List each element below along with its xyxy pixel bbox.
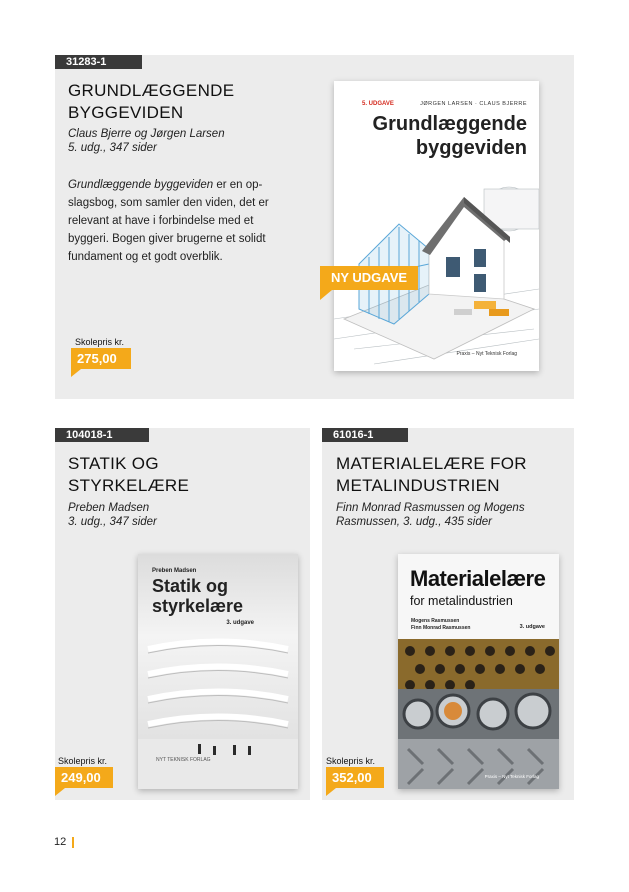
new-edition-badge: NY UDGAVE xyxy=(320,266,418,290)
book-cover-grundlaeggende-byggeviden xyxy=(334,81,539,371)
cover-title: Grundlæggende xyxy=(372,113,527,135)
cover-title: Statik og xyxy=(152,576,229,596)
product-card-grundlaeggende-byggeviden xyxy=(55,55,574,399)
price-label: Skolepris kr. xyxy=(326,756,376,766)
product-card-materialelaere xyxy=(322,428,574,800)
product-id-tag: 61016-1 xyxy=(322,428,408,442)
cover-edition: 3. udgave xyxy=(226,620,254,626)
price-badge: 275,00 xyxy=(71,348,131,369)
cover-title: byggeviden xyxy=(415,137,527,159)
product-title: GRUNDLÆGGENDE BYGGEVIDEN xyxy=(68,81,235,122)
cover-publisher: NYT TEKNISK FORLAG xyxy=(156,757,211,763)
cover-title: Materialelære xyxy=(410,566,546,591)
product-title: STATIK OG STYRKELÆRE xyxy=(68,454,190,495)
cover-publisher: Praxis – Nyt Teknisk Forlag xyxy=(484,774,539,779)
price-badge: 249,00 xyxy=(55,767,113,788)
cover-author: Preben Madsen xyxy=(152,568,197,574)
cover-authors: JØRGEN LARSEN · CLAUS BJERRE xyxy=(420,101,527,107)
product-meta: Preben Madsen 3. udg., 347 sider xyxy=(68,502,157,528)
book-cover-statik-og-styrkelaere xyxy=(138,554,298,789)
product-id-tag: 104018-1 xyxy=(55,428,149,442)
cover-authors: Mogens Rasmussen Finn Monrad Rasmussen xyxy=(411,618,471,631)
price-badge: 352,00 xyxy=(326,767,384,788)
cover-subtitle: for metalindustrien xyxy=(410,594,513,608)
price-label: Skolepris kr. xyxy=(75,337,125,347)
product-id-tag: 31283-1 xyxy=(55,55,142,69)
page-number: 12 xyxy=(54,836,67,848)
product-card-statik-og-styrkelaere xyxy=(55,428,310,800)
page-number-accent xyxy=(72,837,74,848)
cover-edition: 3. udgave xyxy=(519,624,545,630)
cover-edition: 5. UDGAVE xyxy=(362,101,394,107)
cover-title: styrkelære xyxy=(152,596,244,616)
metal-materials-illustration xyxy=(398,639,559,789)
product-meta: Claus Bjerre og Jørgen Larsen 5. udg., 347 sider xyxy=(68,128,225,154)
product-meta: Finn Monrad Rasmussen og Mogens Rasmussen, 3. udg., 435 sider xyxy=(336,502,525,528)
product-title: MATERIALELÆRE FOR METALINDUSTRIEN xyxy=(336,454,527,495)
price-label: Skolepris kr. xyxy=(58,756,108,766)
cover-publisher: Praxis – Nyt Teknisk Forlag xyxy=(456,351,517,357)
book-cover-materialelaere xyxy=(398,554,559,789)
product-description: Grundlæggende byggeviden er en op- slagsbog, som samler den viden, det er relevant at have i forbindelse med et byggeri. Bogen giver brugerne et solidt fundament og et godt overblik. xyxy=(68,179,269,263)
